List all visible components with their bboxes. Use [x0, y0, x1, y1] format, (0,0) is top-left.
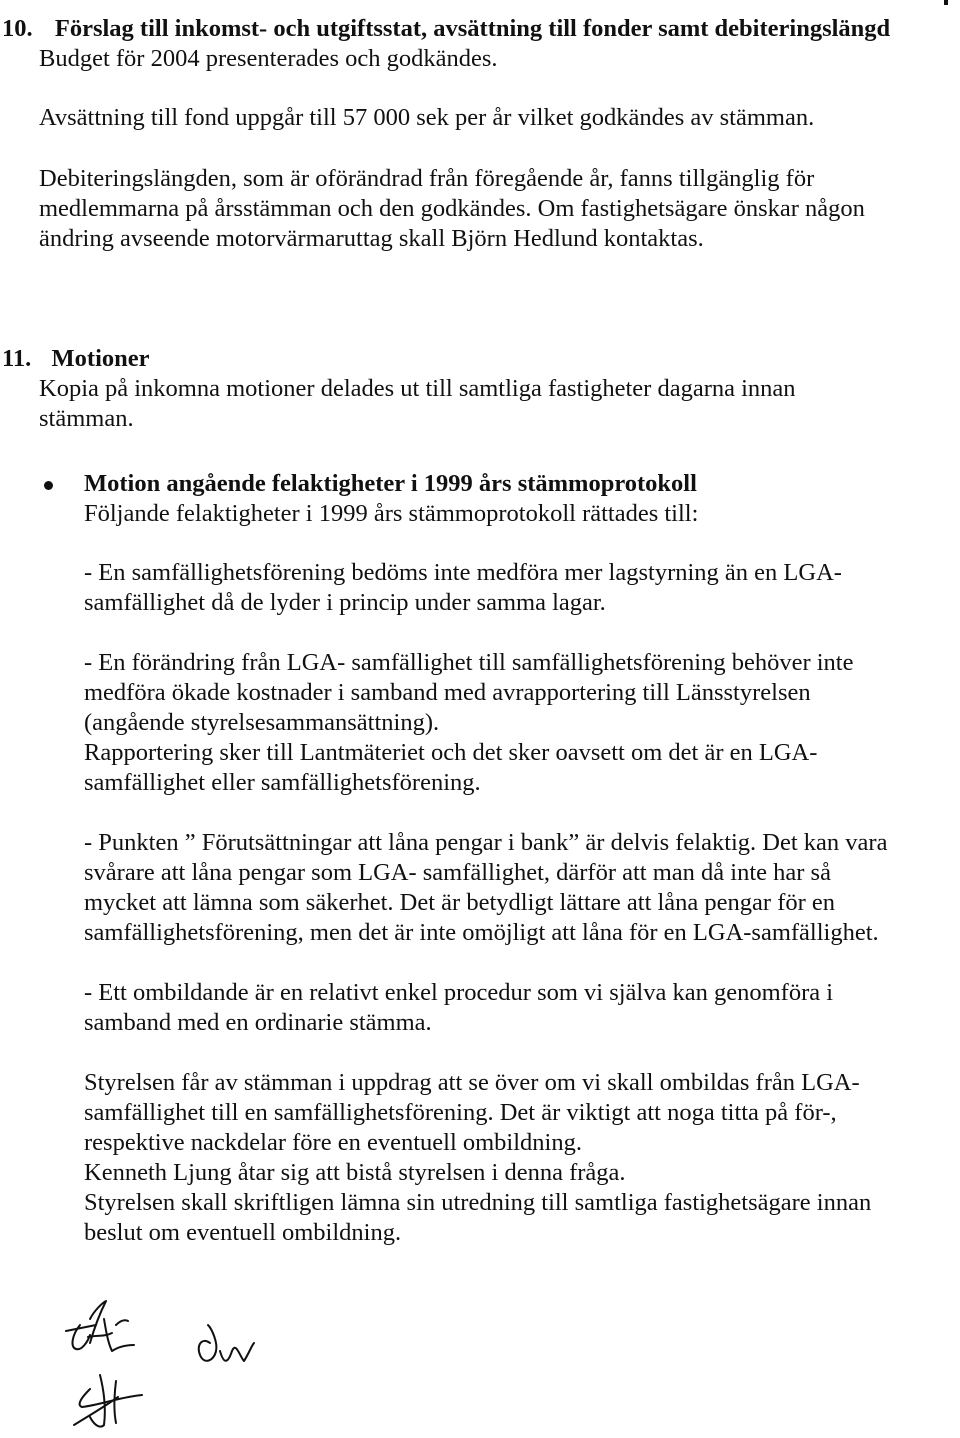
motion-point-4: [84, 978, 833, 1038]
paragraph-line: respektive nackdelar före en eventuell ombildning.: [84, 1129, 582, 1156]
paragraph-line: - En förändring från LGA- samfällighet till samfällighetsförening behöver inte: [84, 649, 854, 676]
budget-line: Budget för 2004 presenterades och godkändes.: [39, 45, 498, 72]
paragraph-line: - Punkten ” Förutsättningar att låna pengar i bank” är delvis felaktig. Det kan vara: [84, 829, 888, 856]
paragraph-line: Rapportering sker till Lantmäteriet och det sker oavsett om det är en LGA-: [84, 739, 818, 766]
motion-point-3: [84, 828, 887, 948]
section-11-heading: [2, 344, 150, 374]
paragraph-line: beslut om eventuell ombildning.: [84, 1219, 402, 1246]
paragraph-line: Debiteringslängden, som är oförändrad från föregående år, fanns tillgänglig för: [39, 165, 815, 192]
paragraph-line: - Ett ombildande är en relativt enkel procedur som vi själva kan genomföra i: [84, 979, 834, 1006]
paragraph-line: Kenneth Ljung åtar sig att bistå styrelsen i denna fråga.: [84, 1159, 626, 1186]
paragraph-line: stämman.: [39, 405, 134, 432]
section-11-title: Motioner: [51, 345, 150, 372]
motion-point-2: [84, 648, 853, 798]
section-10-heading: [2, 14, 890, 44]
paragraph-line: - En samfällighetsförening bedöms inte medföra mer lagstyrning än en LGA-: [84, 559, 842, 586]
paragraph-line: Kopia på inkomna motioner delades ut till samtliga fastigheter dagarna innan: [39, 375, 796, 402]
motion-title: Motion angående felaktigheter i 1999 års stämmoprotokoll: [84, 470, 697, 497]
fund-line: Avsättning till fond uppgår till 57 000 sek per år vilket godkändes av stämman.: [39, 104, 815, 131]
paragraph-line: samfällighetsförening, men det är inte omöjligt att låna för en LGA-samfällighet.: [84, 919, 879, 946]
paragraph-line: samfällighet eller samfällighetsförening.: [84, 769, 481, 796]
debitering-paragraph: [39, 164, 865, 254]
section-10-number: 10.: [2, 15, 33, 42]
motion-point-1: [84, 558, 842, 618]
paragraph-line: svårare att låna pengar som LGA- samfällighet, därför att man då inte har så: [84, 859, 831, 886]
section-11-number: 11.: [2, 345, 32, 372]
paragraph-line: samfällighet till en samfällighetsförening. Det är viktigt att noga titta på för-,: [84, 1099, 837, 1126]
paragraph-line: ändring avseende motorvärmaruttag skall Björn Hedlund kontaktas.: [39, 225, 704, 252]
paragraph-line: samband med en ordinarie stämma.: [84, 1009, 432, 1036]
paragraph-line: Styrelsen skall skriftligen lämna sin utredning till samtliga fastighetsägare innan: [84, 1189, 872, 1216]
motioner-intro: [39, 374, 796, 434]
paragraph-line: mycket att lämna som säkerhet. Det är betydligt lättare att låna pengar för en: [84, 889, 836, 916]
paragraph-line: medlemmarna på årsstämman och den godkändes. Om fastighetsägare önskar någon: [39, 195, 865, 222]
scan-mark: [944, 0, 948, 5]
motion-conclusion: [84, 1068, 871, 1248]
section-10-title: Förslag till inkomst- och utgiftsstat, avsättning till fonder samt debiteringslängd: [54, 15, 891, 42]
paragraph-line: medföra ökade kostnader i samband med avrapportering till Länsstyrelsen: [84, 679, 811, 706]
bullet-icon: [44, 481, 53, 490]
paragraph-line: samfällighet då de lyder i princip under samma lagar.: [84, 589, 606, 616]
motion-intro: Följande felaktigheter i 1999 års stämmoprotokoll rättades till:: [84, 500, 699, 527]
paragraph-line: (angående styrelsesammansättning).: [84, 709, 440, 736]
signature-initials-icon: [60, 1285, 300, 1435]
paragraph-line: Styrelsen får av stämman i uppdrag att se över om vi skall ombildas från LGA-: [84, 1069, 860, 1096]
